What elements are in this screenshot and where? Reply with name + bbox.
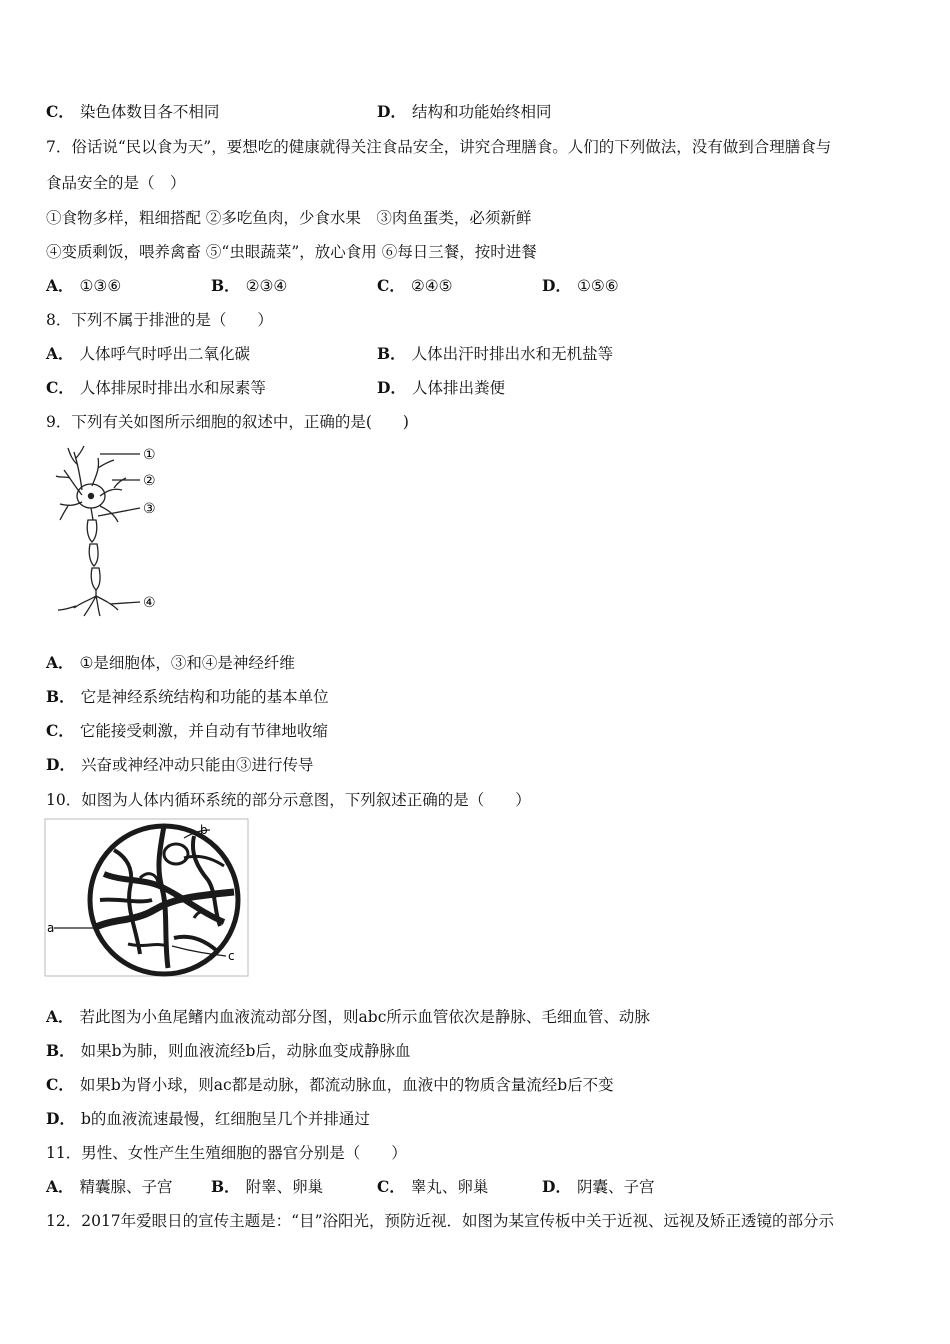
q8-option-a: [46, 344, 250, 364]
option-text: ①③⑥: [79, 277, 122, 295]
option-text: 结构和功能始终相同: [411, 103, 552, 121]
option-text: 若此图为小鱼尾鳍内血液流动部分图，则abc所示血管依次是静脉、毛细血管、动脉: [79, 1008, 650, 1026]
option-text: 它是神经系统结构和功能的基本单位: [80, 688, 329, 706]
q8-option-c: [46, 378, 266, 398]
q10-option-d: [46, 1109, 370, 1129]
q7-items-line2: ④变质剩饭，喂养禽畜 ⑤“虫眼蔬菜”，放心食用 ⑥每日三餐，按时进餐: [46, 243, 537, 261]
q7-option-b: [211, 276, 287, 296]
q6-option-c: [46, 102, 219, 122]
q9-stem: 9．下列有关如图所示细胞的叙述中，正确的是( ): [46, 413, 409, 431]
option-label: A．: [46, 1177, 74, 1196]
figure-label-3: ③: [143, 501, 156, 517]
figure-label-4: ④: [143, 595, 156, 611]
option-label: C．: [377, 1177, 405, 1196]
option-text: 人体出汗时排出水和无机盐等: [411, 345, 614, 363]
option-text: ①是细胞体，③和④是神经纤维: [79, 654, 295, 672]
figure-label-a: a: [47, 921, 55, 935]
option-label: C．: [46, 102, 74, 121]
q9-option-b: [46, 687, 329, 707]
q11-option-b: [211, 1177, 323, 1197]
q11-option-a: [46, 1177, 173, 1197]
option-label: B．: [377, 344, 406, 363]
option-label: A．: [46, 276, 74, 295]
figure-label-2: ②: [143, 473, 156, 489]
option-label: D．: [377, 378, 406, 397]
q7-option-c: [377, 276, 453, 296]
q7-stem-line2: 食品安全的是（ ）: [46, 174, 186, 192]
option-label: B．: [211, 276, 240, 295]
q10-stem: 10．如图为人体内循环系统的部分示意图，下列叙述正确的是（ ）: [46, 791, 531, 809]
option-label: D．: [377, 102, 406, 121]
option-text: 阴囊、子宫: [576, 1178, 655, 1196]
option-text: 人体呼气时呼出二氧化碳: [79, 345, 251, 363]
option-text: 兴奋或神经冲动只能由③进行传导: [80, 756, 314, 774]
option-label: C．: [377, 276, 405, 295]
figure-label-1: ①: [143, 447, 156, 463]
q8-stem: 8．下列不属于排泄的是（ ）: [46, 311, 273, 329]
option-text: ②④⑤: [410, 277, 453, 295]
option-label: B．: [46, 687, 75, 706]
q6-option-d: [377, 102, 551, 122]
option-text: ①⑤⑥: [576, 277, 619, 295]
option-text: 人体排出粪便: [411, 379, 505, 397]
q7-option-a: [46, 276, 121, 296]
q7-option-d: [542, 276, 619, 296]
q11-option-c: [377, 1177, 488, 1197]
option-label: D．: [46, 1109, 75, 1128]
option-text: b的血液流速最慢，红细胞呈几个并排通过: [80, 1110, 370, 1128]
q7-stem-line1: 7．俗话说“民以食为天”，要想吃的健康就得关注食品安全，讲究合理膳食。人们的下列做法，没有做到合理膳食与: [46, 138, 832, 156]
option-text: 精囊腺、子宫: [79, 1178, 173, 1196]
q9-option-a: [46, 653, 295, 673]
nucleus-dot: [88, 493, 94, 499]
neuron-figure: [52, 440, 172, 620]
q9-option-c: [46, 721, 328, 741]
option-text: 染色体数目各不相同: [79, 103, 220, 121]
q8-option-b: [377, 344, 613, 364]
figure-label-b: b: [200, 823, 208, 837]
q9-option-d: [46, 755, 313, 775]
option-text: 它能接受刺激，并自动有节律地收缩: [79, 722, 328, 740]
q12-stem-line1: 12．2017年爱眼日的宣传主题是：“目”浴阳光，预防近视．如图为某宣传板中关于近视、远视及矫正透镜的部分示: [46, 1212, 835, 1230]
q11-stem: 11．男性、女性产生生殖细胞的器官分别是（ ）: [46, 1144, 407, 1162]
option-label: C．: [46, 378, 74, 397]
option-text: 如果b为肾小球，则ac都是动脉，都流动脉血，血液中的物质含量流经b后不变: [79, 1076, 614, 1094]
option-label: D．: [542, 1177, 571, 1196]
option-label: C．: [46, 1075, 74, 1094]
capillary-network-figure: [44, 818, 250, 978]
option-text: ②③④: [245, 277, 288, 295]
option-text: 如果b为肺，则血液流经b后，动脉血变成静脉血: [80, 1042, 411, 1060]
q10-option-c: [46, 1075, 614, 1095]
q8-option-d: [377, 378, 505, 398]
q10-option-b: [46, 1041, 410, 1061]
q7-items-line1: ①食物多样，粗细搭配 ②多吃鱼肉，少食水果 ③肉鱼蛋类，必须新鲜: [46, 209, 532, 227]
q11-option-d: [542, 1177, 654, 1197]
option-text: 人体排尿时排出水和尿素等: [79, 379, 266, 397]
option-text: 睾丸、卵巢: [410, 1178, 489, 1196]
option-label: D．: [542, 276, 571, 295]
option-label: B．: [46, 1041, 75, 1060]
option-label: C．: [46, 721, 74, 740]
option-label: A．: [46, 1007, 74, 1026]
option-label: B．: [211, 1177, 240, 1196]
option-text: 附睾、卵巢: [245, 1178, 324, 1196]
figure-label-c: c: [228, 949, 235, 963]
option-label: D．: [46, 755, 75, 774]
q10-option-a: [46, 1007, 650, 1027]
option-label: A．: [46, 653, 74, 672]
option-label: A．: [46, 344, 74, 363]
